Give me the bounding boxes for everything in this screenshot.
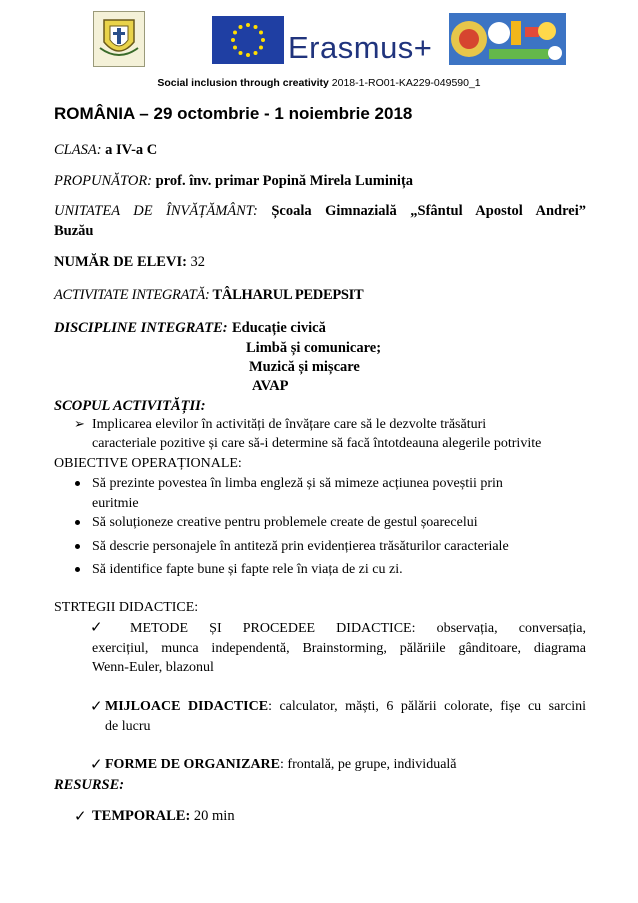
clasa-label: CLASA: [54,142,102,158]
discipline-label: DISCIPLINE INTEGRATE: [54,320,228,336]
discipline-item: Educație civică [232,320,326,336]
field-clasa [54,140,157,160]
project-tagline [0,77,638,89]
metode-line: Wenn-Euler, blazonul [92,660,214,675]
clasa-value: a IV-a C [101,142,158,158]
mijloace-label: MIJLOACE DIDACTICE [105,699,269,714]
resurse-heading [54,775,124,795]
checkmark-icon: ✓ [74,809,87,825]
mijloace-line-cont: de lucru [105,719,151,734]
numar-value: 32 [186,254,206,270]
unitatea-value: Școala Gimnazială „Sfântul Apostol Andrei” [257,203,586,219]
field-propunator [54,171,413,191]
forme-line [105,755,457,774]
temporale-value: 20 min [190,808,235,824]
obiective-label: OBIECTIVE OPERAȚIONALE: [54,456,242,471]
metode-line: METODE ȘI PROCEDEE DIDACTICE: observația, conversația, [130,621,586,636]
checkmark-icon: ✓ [90,757,103,773]
tagline-title: Social inclusion through creativity [157,77,329,89]
forme-value: : frontală, pe grupe, individuală [280,757,457,772]
forme-label: FORME DE ORGANIZARE [105,757,281,772]
unitatea-label: UNITATEA DE ÎNVĂȚĂMÂNT: [54,203,258,219]
field-discipline [54,318,228,338]
numar-label: NUMĂR DE ELEVI: [54,254,187,270]
resurse-label: RESURSE: [54,777,125,793]
obiectiv-item: Să prezinte povestea în limba engleză și să mimeze acțiunea poveștii prin [92,476,503,491]
scop-label: SCOPUL ACTIVITĂȚII: [54,398,206,414]
arrow-bullet-icon: ➢ [74,416,85,431]
erasmus-wordmark: Erasmus+ [288,30,433,65]
obiectiv-item: Să soluționeze creative pentru problemele create de gestul șoarecelui [92,515,478,530]
field-activitate [54,285,363,305]
activitate-label: ACTIVITATE INTEGRATĂ: [54,287,210,303]
obiectiv-item: Să descrie personajele în antiteză prin evidențierea trăsăturilor caracteriale [92,539,509,554]
project-logo [449,13,566,65]
bullet-dot-icon [75,520,80,525]
activitate-value: TÂLHARUL PEDEPSIT [209,287,364,303]
strategii-label: STRTEGII DIDACTICE: [54,600,199,615]
obiectiv-item-cont: euritmie [92,496,139,511]
checkmark-icon: ✓ [90,620,103,636]
field-unitatea [54,201,586,221]
tagline-code: 2018-1-RO01-KA229-049590_1 [328,77,481,89]
temporale-line [92,806,235,826]
checkmark-icon: ✓ [90,699,103,715]
discipline-item: AVAP [252,378,289,394]
bullet-dot-icon [75,567,80,572]
metode-line: exercițiul, munca independentă, Brainstorming, pălăriile gânditoare, diagrama [92,641,586,656]
discipline-item: Muzică și mișcare [249,359,360,375]
propunator-value: prof. înv. primar Popină Mirela Luminița [152,173,414,189]
unitatea-city: Buzău [54,223,94,239]
page-title: ROMÂNIA – 29 octombrie - 1 noiembrie 2018 [54,104,413,123]
propunator-label: PROPUNĂTOR: [54,173,153,189]
scop-line: caracteriale pozitive și care să-i determine să facă întotdeauna alegerile potrivite [92,436,542,451]
eu-flag-logo [212,16,284,64]
temporale-label: TEMPORALE: [92,808,191,824]
scop-line: Implicarea elevilor în activități de învățare care să le dezvolte trăsături [92,417,487,432]
mijloace-line [105,697,586,716]
field-numar-elevi [54,252,205,272]
obiectiv-item: Să identifice fapte bune și fapte rele în viața de zi cu zi. [92,562,403,577]
discipline-item: Limbă și comunicare; [246,340,382,356]
school-crest-logo [93,11,145,67]
bullet-dot-icon [75,481,80,486]
bullet-dot-icon [75,544,80,549]
scop-heading [54,396,206,416]
mijloace-value: : calculator, măști, 6 pălării colorate, fișe cu sarcini [268,699,586,714]
